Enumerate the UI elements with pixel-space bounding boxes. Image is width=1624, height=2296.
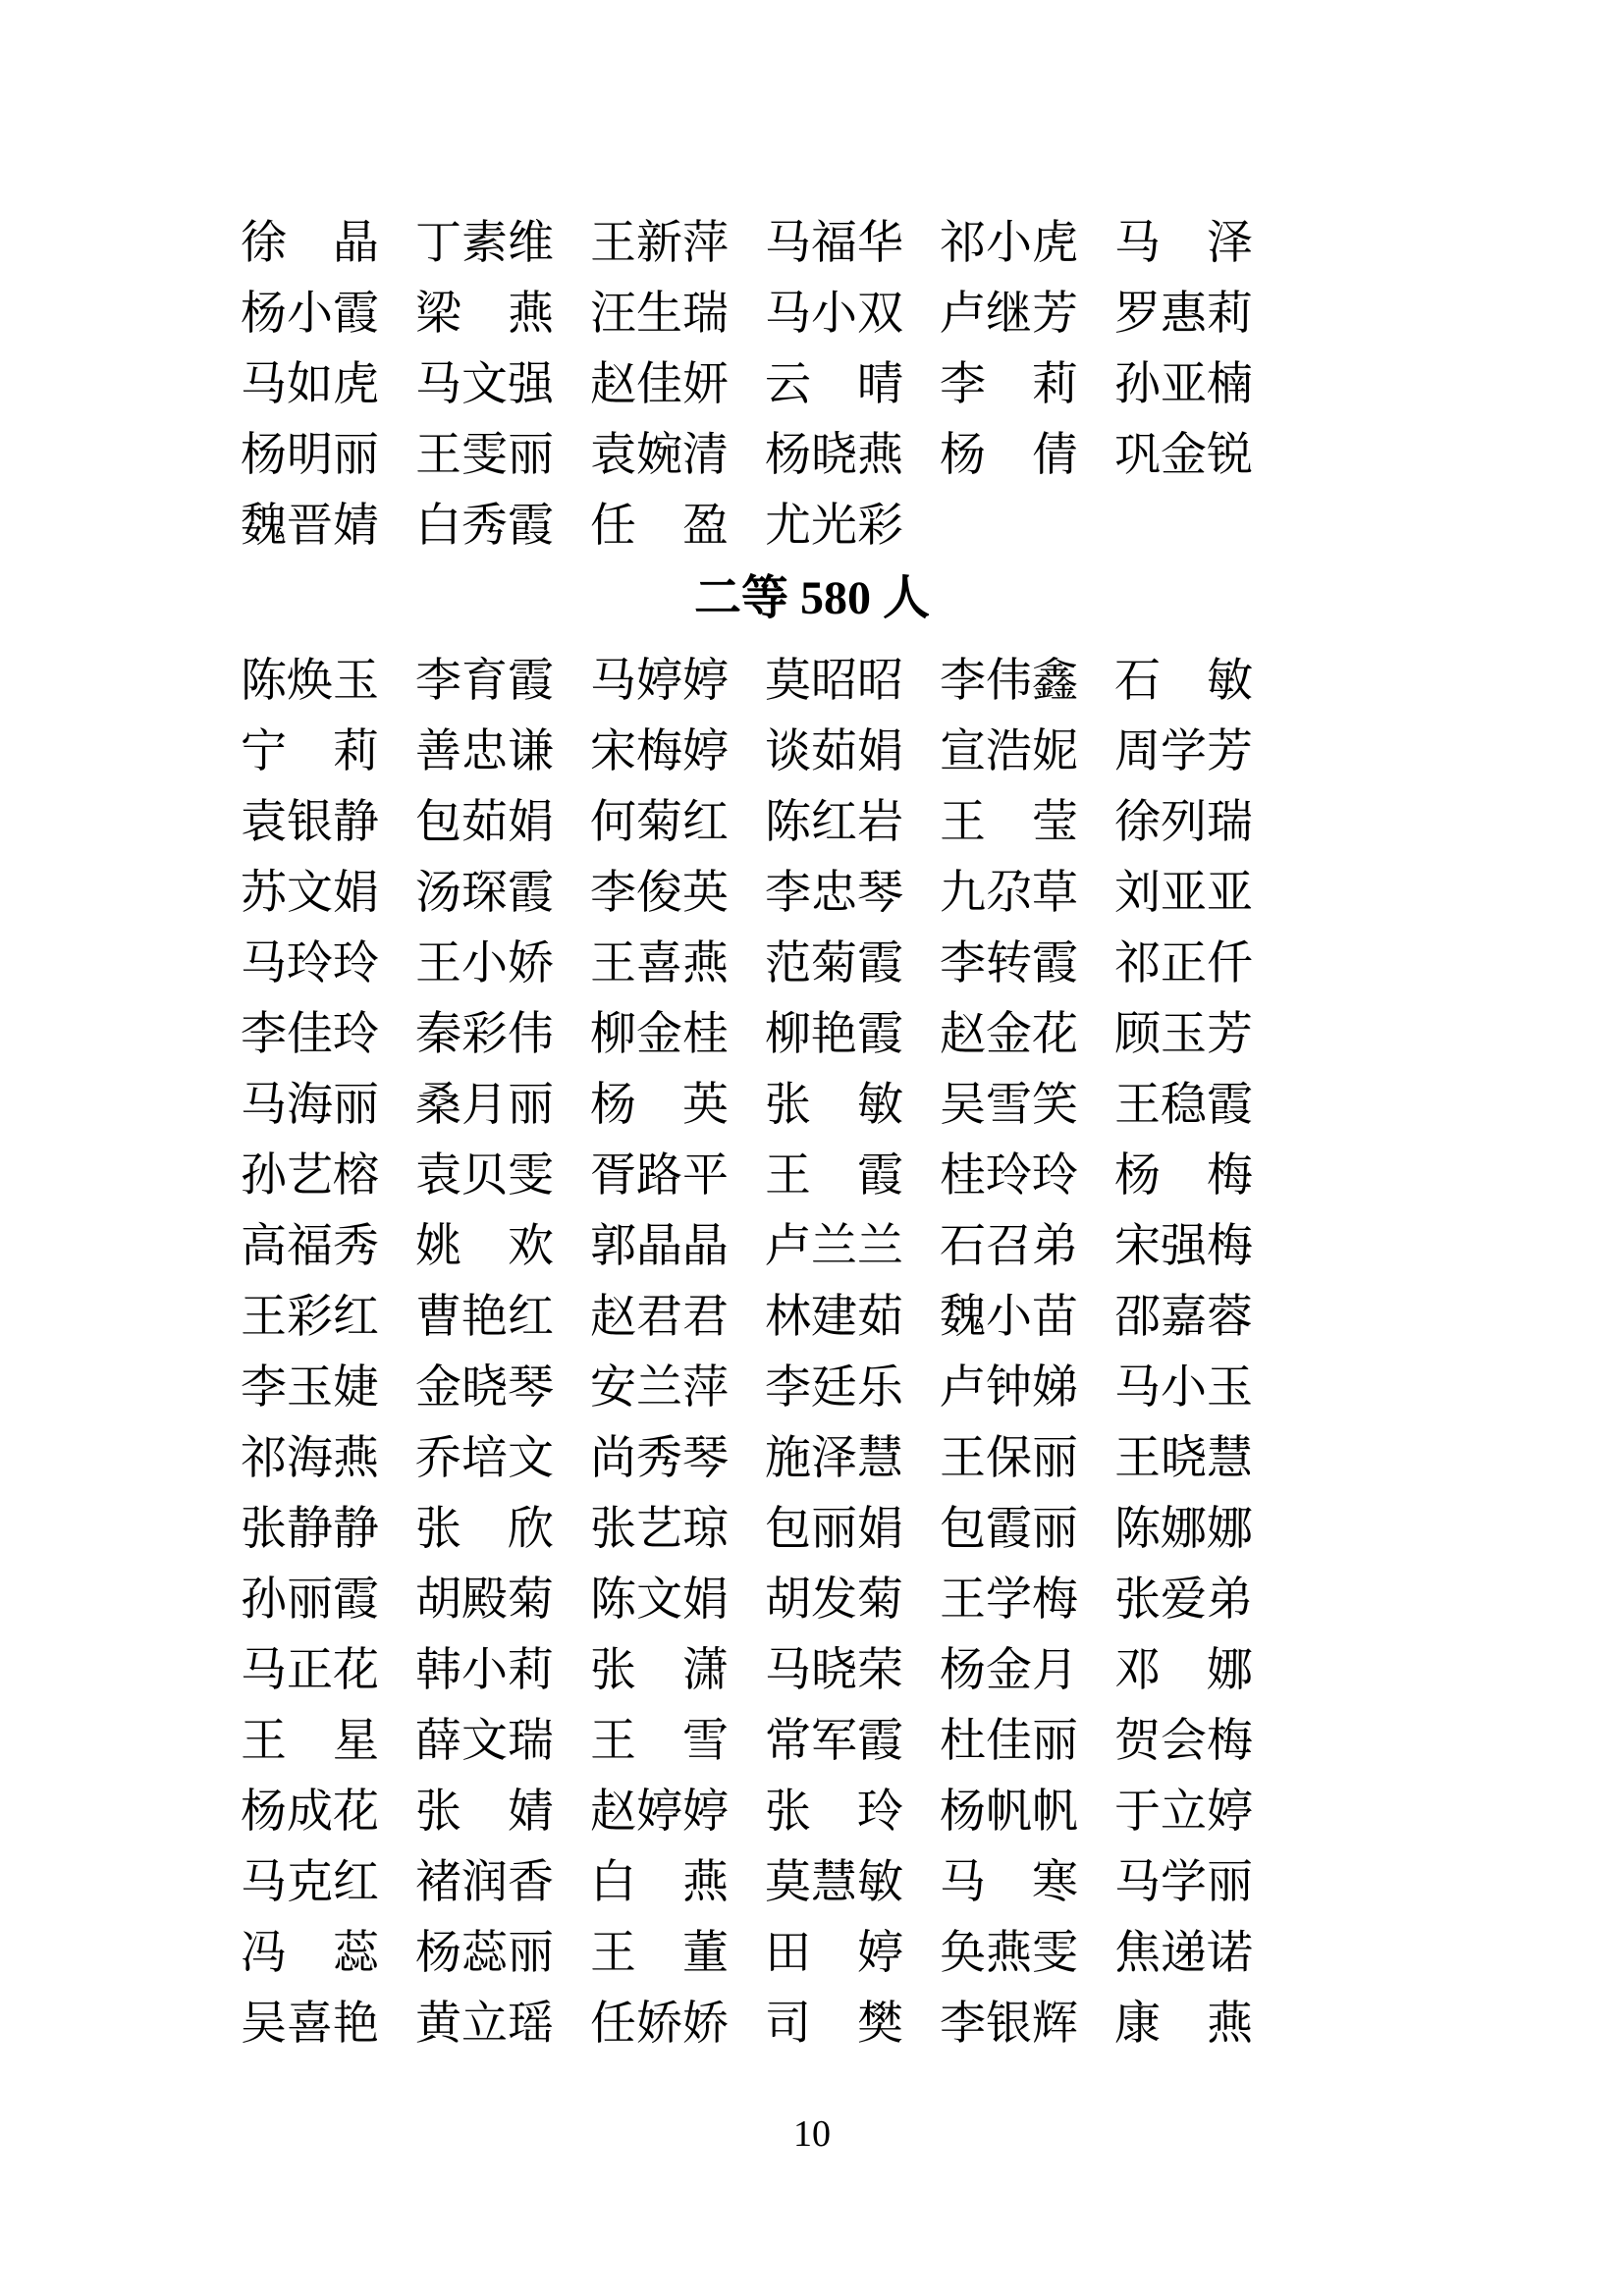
person-name: 李俊英 xyxy=(590,867,729,919)
person-name: 姚 欢 xyxy=(415,1220,554,1272)
person-name: 胡发菊 xyxy=(765,1574,903,1626)
person-name: 金晓琴 xyxy=(415,1362,554,1414)
person-name: 杨 英 xyxy=(590,1079,729,1131)
person-name: 李忠琴 xyxy=(765,867,903,919)
person-name: 张 潇 xyxy=(590,1644,729,1696)
person-name: 善忠谦 xyxy=(415,725,554,777)
person-name: 罗惠莉 xyxy=(1114,288,1253,340)
person-name: 孙亚楠 xyxy=(1114,358,1253,410)
person-name: 云 晴 xyxy=(765,358,903,410)
name-row xyxy=(241,1918,1383,1989)
person-name: 石召弟 xyxy=(940,1220,1078,1272)
person-name: 王学梅 xyxy=(940,1574,1078,1626)
name-row xyxy=(241,1423,1383,1494)
name-row xyxy=(241,349,1383,420)
second-grade-list xyxy=(241,561,1383,2059)
person-name: 王 星 xyxy=(241,1715,379,1767)
person-name: 马如虎 xyxy=(241,358,379,410)
name-row xyxy=(241,1565,1383,1635)
person-name: 杨晓燕 xyxy=(765,429,903,481)
person-name: 杨 梅 xyxy=(1114,1149,1253,1201)
name-row xyxy=(241,208,1383,279)
person-name: 柳艳霞 xyxy=(765,1008,903,1060)
name-row xyxy=(241,1211,1383,1282)
person-name: 杨 倩 xyxy=(940,429,1078,481)
person-name: 包丽娟 xyxy=(765,1503,903,1555)
name-row xyxy=(241,717,1383,787)
person-name: 马小双 xyxy=(765,288,903,340)
person-name: 祁正仟 xyxy=(1114,937,1253,989)
person-name: 尚秀琴 xyxy=(590,1432,729,1484)
person-name: 李廷乐 xyxy=(765,1362,903,1414)
name-row xyxy=(241,929,1383,999)
person-name: 刘亚亚 xyxy=(1114,867,1253,919)
person-name: 王小娇 xyxy=(415,937,554,989)
person-name: 康 燕 xyxy=(1114,1998,1253,2050)
person-name: 张 玲 xyxy=(765,1786,903,1838)
person-name: 赵婷婷 xyxy=(590,1786,729,1838)
person-name: 马学丽 xyxy=(1114,1856,1253,1908)
name-row xyxy=(241,1494,1383,1565)
person-name: 赵君君 xyxy=(590,1291,729,1343)
person-name: 徐列瑞 xyxy=(1114,796,1253,848)
person-name: 曹艳红 xyxy=(415,1291,554,1343)
person-name: 李伟鑫 xyxy=(940,655,1078,707)
person-name: 王 雪 xyxy=(590,1715,729,1767)
person-name: 马婷婷 xyxy=(590,655,729,707)
person-name: 焦递诺 xyxy=(1114,1927,1253,1979)
person-name: 李转霞 xyxy=(940,937,1078,989)
person-name: 张静静 xyxy=(241,1503,379,1555)
person-name: 王保丽 xyxy=(940,1432,1078,1484)
person-name: 魏晋婧 xyxy=(241,500,379,552)
person-name: 李银辉 xyxy=(940,1998,1078,2050)
person-name: 马玲玲 xyxy=(241,937,379,989)
person-name: 胥路平 xyxy=(590,1149,729,1201)
person-name: 桂玲玲 xyxy=(940,1149,1078,1201)
name-row xyxy=(241,1847,1383,1918)
first-grade-continued-list xyxy=(241,208,1383,561)
person-name: 于立婷 xyxy=(1114,1786,1253,1838)
person-name: 袁婉清 xyxy=(590,429,729,481)
person-name: 张 婧 xyxy=(415,1786,554,1838)
person-name: 马晓荣 xyxy=(765,1644,903,1696)
person-name: 任 盈 xyxy=(590,500,729,552)
name-row xyxy=(241,491,1383,561)
person-name: 何菊红 xyxy=(590,796,729,848)
person-name: 桑月丽 xyxy=(415,1079,554,1131)
person-name: 马小玉 xyxy=(1114,1362,1253,1414)
person-name: 王喜燕 xyxy=(590,937,729,989)
person-name: 马克红 xyxy=(241,1856,379,1908)
person-name: 吴喜艳 xyxy=(241,1998,379,2050)
person-name: 袁银静 xyxy=(241,796,379,848)
name-rows xyxy=(241,208,1383,561)
person-name: 宁 莉 xyxy=(241,725,379,777)
name-row xyxy=(241,646,1383,717)
page-number: 10 xyxy=(793,2113,831,2155)
person-name: 王 董 xyxy=(590,1927,729,1979)
name-row xyxy=(241,1282,1383,1353)
person-name: 汤琛霞 xyxy=(415,867,554,919)
person-name: 宣浩妮 xyxy=(940,725,1078,777)
person-name: 包茹娟 xyxy=(415,796,554,848)
person-name: 孙丽霞 xyxy=(241,1574,379,1626)
person-name: 顾玉芳 xyxy=(1114,1008,1253,1060)
person-name: 卢钟娣 xyxy=(940,1362,1078,1414)
person-name: 孙艺榕 xyxy=(241,1149,379,1201)
person-name: 高福秀 xyxy=(241,1220,379,1272)
person-name: 冯 蕊 xyxy=(241,1927,379,1979)
person-name: 宋梅婷 xyxy=(590,725,729,777)
name-row xyxy=(241,1706,1383,1777)
name-row xyxy=(241,1635,1383,1706)
person-name: 徐 晶 xyxy=(241,217,379,269)
name-rows xyxy=(241,646,1383,2059)
person-name: 李 莉 xyxy=(940,358,1078,410)
name-row xyxy=(241,1070,1383,1141)
person-name: 黄立瑶 xyxy=(415,1998,554,2050)
person-name: 任娇娇 xyxy=(590,1998,729,2050)
name-row xyxy=(241,787,1383,858)
person-name: 邓 娜 xyxy=(1114,1644,1253,1696)
name-row xyxy=(241,999,1383,1070)
person-name: 张艺琼 xyxy=(590,1503,729,1555)
person-name: 杨蕊丽 xyxy=(415,1927,554,1979)
person-name: 陈红岩 xyxy=(765,796,903,848)
person-name: 陈娜娜 xyxy=(1114,1503,1253,1555)
name-row xyxy=(241,1141,1383,1211)
person-name: 常军霞 xyxy=(765,1715,903,1767)
person-name: 乔培文 xyxy=(415,1432,554,1484)
person-name: 张 欣 xyxy=(415,1503,554,1555)
person-name: 林建茹 xyxy=(765,1291,903,1343)
person-name: 杨成花 xyxy=(241,1786,379,1838)
person-name: 马福华 xyxy=(765,217,903,269)
person-name: 施泽慧 xyxy=(765,1432,903,1484)
person-name: 司 樊 xyxy=(765,1998,903,2050)
person-name: 杜佳丽 xyxy=(940,1715,1078,1767)
person-name: 王雯丽 xyxy=(415,429,554,481)
name-row xyxy=(241,1353,1383,1423)
person-name: 张爱弟 xyxy=(1114,1574,1253,1626)
person-name: 卢继芳 xyxy=(940,288,1078,340)
person-name: 魏小苗 xyxy=(940,1291,1078,1343)
person-name: 李佳玲 xyxy=(241,1008,379,1060)
person-name: 赵金花 xyxy=(940,1008,1078,1060)
person-name: 王新萍 xyxy=(590,217,729,269)
person-name: 马正花 xyxy=(241,1644,379,1696)
person-name: 白 燕 xyxy=(590,1856,729,1908)
person-name: 周学芳 xyxy=(1114,725,1253,777)
person-name: 安兰萍 xyxy=(590,1362,729,1414)
person-name: 郭晶晶 xyxy=(590,1220,729,1272)
name-row xyxy=(241,1989,1383,2059)
person-name: 李育霞 xyxy=(415,655,554,707)
name-row xyxy=(241,858,1383,929)
person-name: 邵嘉蓉 xyxy=(1114,1291,1253,1343)
person-name: 杨金月 xyxy=(940,1644,1078,1696)
person-name: 尤光彩 xyxy=(765,500,903,552)
person-name: 杨小霞 xyxy=(241,288,379,340)
person-name: 韩小莉 xyxy=(415,1644,554,1696)
person-name: 莫慧敏 xyxy=(765,1856,903,1908)
person-name: 马海丽 xyxy=(241,1079,379,1131)
person-name: 张 敏 xyxy=(765,1079,903,1131)
person-name: 巩金锐 xyxy=(1114,429,1253,481)
person-name: 赵佳妍 xyxy=(590,358,729,410)
person-name: 苏文娟 xyxy=(241,867,379,919)
person-name: 贺会梅 xyxy=(1114,1715,1253,1767)
person-name: 王彩红 xyxy=(241,1291,379,1343)
person-name: 卢兰兰 xyxy=(765,1220,903,1272)
person-name: 丁素维 xyxy=(415,217,554,269)
person-name: 祁海燕 xyxy=(241,1432,379,1484)
person-name: 汪生瑞 xyxy=(590,288,729,340)
person-name: 梁 燕 xyxy=(415,288,554,340)
person-name: 白秀霞 xyxy=(415,500,554,552)
person-name: 王晓慧 xyxy=(1114,1432,1253,1484)
person-name: 范菊霞 xyxy=(765,937,903,989)
person-name: 田 婷 xyxy=(765,1927,903,1979)
name-row xyxy=(241,1777,1383,1847)
person-name: 马文强 xyxy=(415,358,554,410)
person-name: 杨明丽 xyxy=(241,429,379,481)
person-name: 王 霞 xyxy=(765,1149,903,1201)
person-name: 袁贝雯 xyxy=(415,1149,554,1201)
person-name: 石 敏 xyxy=(1114,655,1253,707)
person-name: 褚润香 xyxy=(415,1856,554,1908)
person-name: 九尕草 xyxy=(940,867,1078,919)
person-name: 薛文瑞 xyxy=(415,1715,554,1767)
person-name: 谈茹娟 xyxy=(765,725,903,777)
person-name: 宋强梅 xyxy=(1114,1220,1253,1272)
person-name: 胡殿菊 xyxy=(415,1574,554,1626)
person-name: 杨帆帆 xyxy=(940,1786,1078,1838)
person-name: 王 莹 xyxy=(940,796,1078,848)
name-row xyxy=(241,279,1383,349)
person-name: 陈文娟 xyxy=(590,1574,729,1626)
person-name: 陈焕玉 xyxy=(241,655,379,707)
person-name: 马 寒 xyxy=(940,1856,1078,1908)
name-row xyxy=(241,420,1383,491)
person-name: 莫昭昭 xyxy=(765,655,903,707)
person-name: 秦彩伟 xyxy=(415,1008,554,1060)
person-name: 包霞丽 xyxy=(940,1503,1078,1555)
section-heading: 二等 580 人 xyxy=(693,572,930,624)
person-name: 柳金桂 xyxy=(590,1008,729,1060)
person-name: 李玉婕 xyxy=(241,1362,379,1414)
person-name: 马 泽 xyxy=(1114,217,1253,269)
person-name: 王稳霞 xyxy=(1114,1079,1253,1131)
person-name: 吴雪笑 xyxy=(940,1079,1078,1131)
person-name: 祁小虎 xyxy=(940,217,1078,269)
person-name: 奂燕雯 xyxy=(940,1927,1078,1979)
